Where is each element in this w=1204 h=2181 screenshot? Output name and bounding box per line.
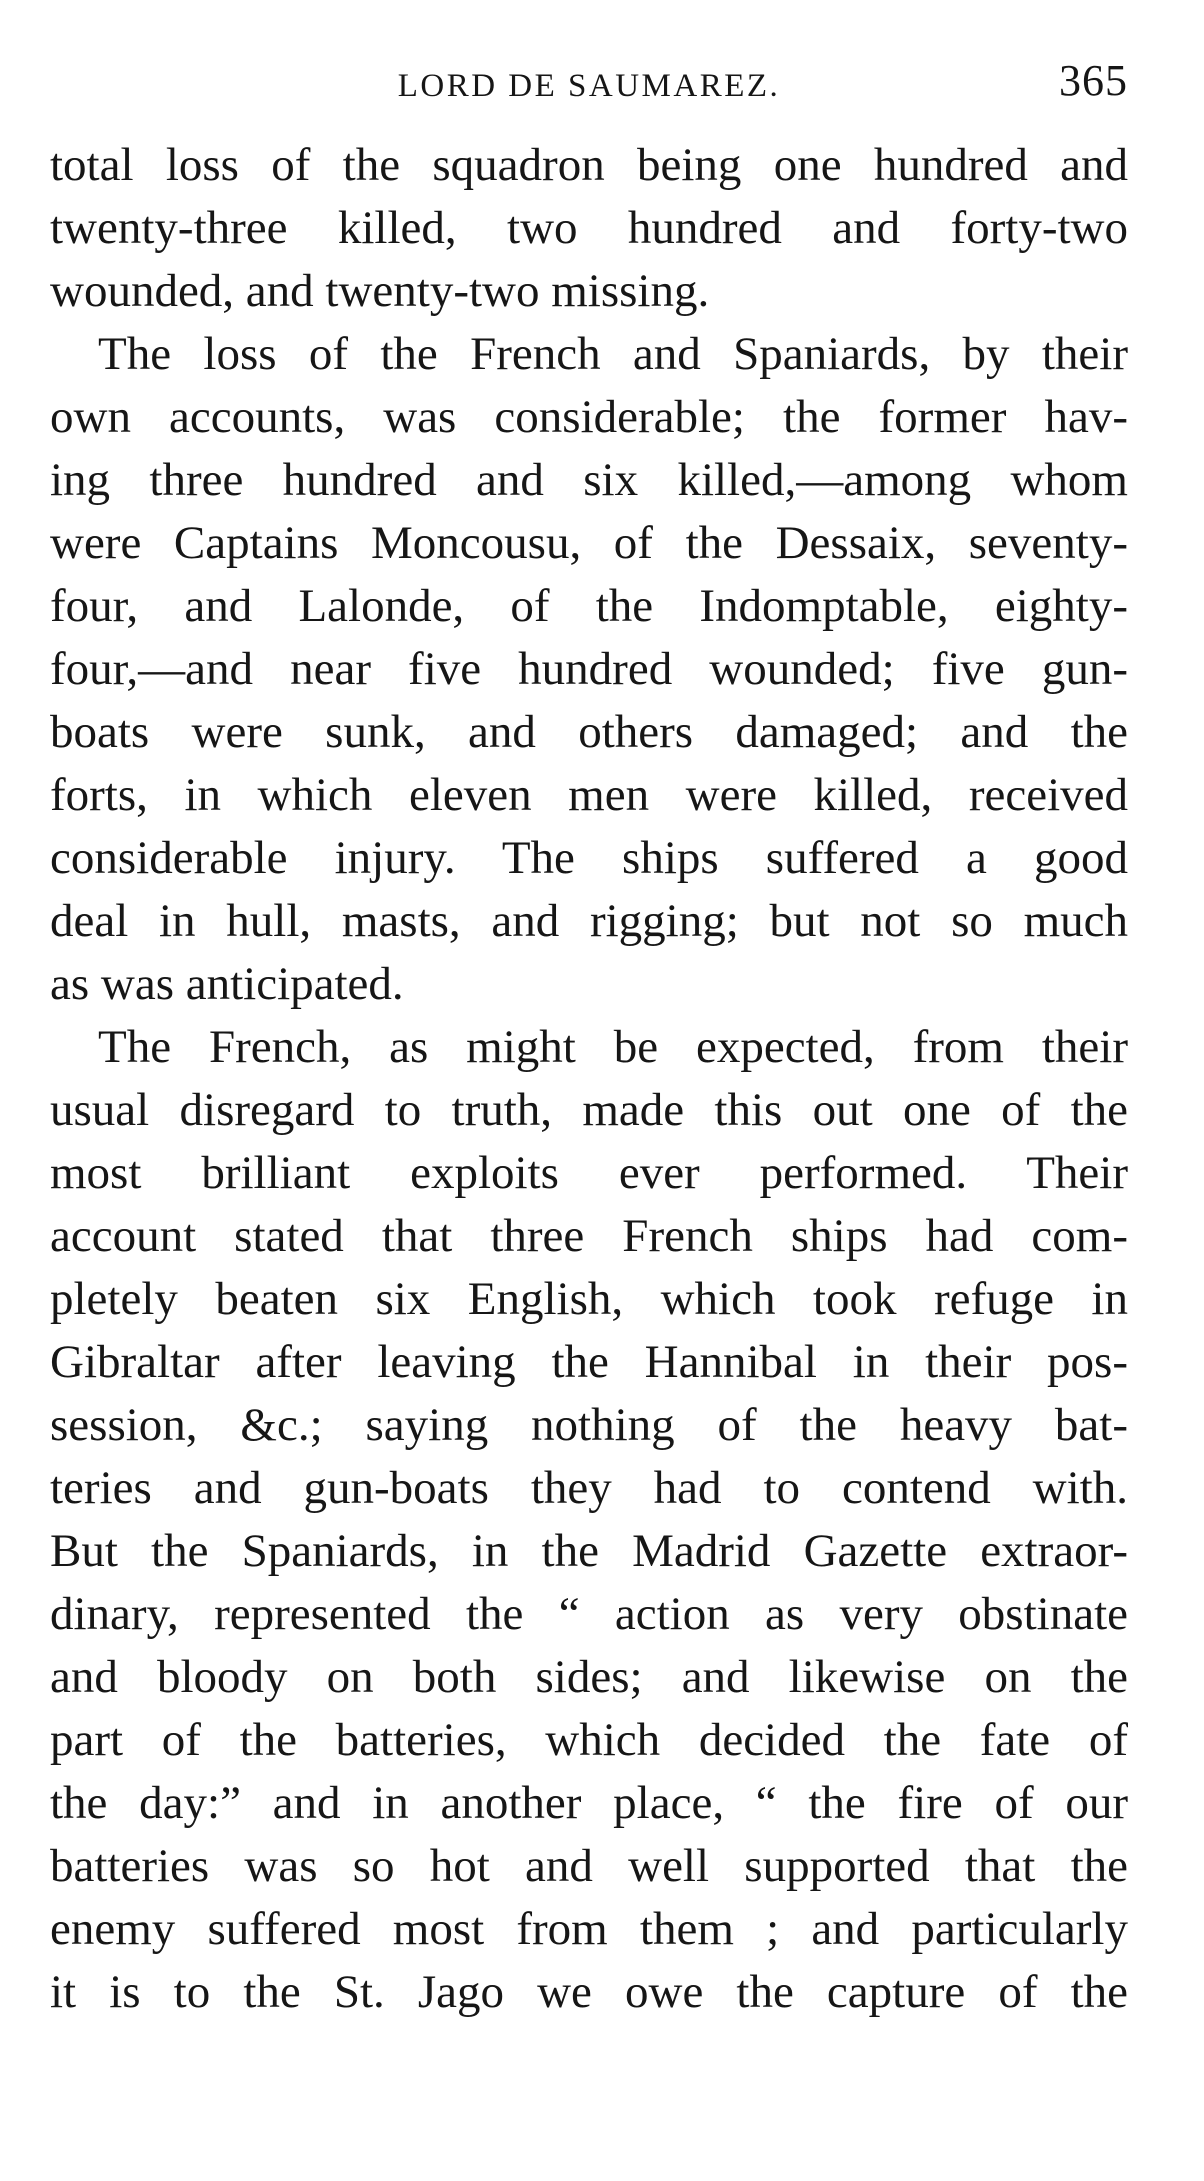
text-line: twenty-three killed, two hundred and forty-two <box>50 202 1128 254</box>
text-line: own accounts, was considerable; the former hav- <box>50 391 1128 443</box>
text-line: wounded, and twenty-two missing. <box>50 265 710 317</box>
text-line: pletely beaten six English, which took refuge in <box>50 1273 1128 1325</box>
text-line: dinary, represented the “ action as very obstinate <box>50 1588 1128 1640</box>
text-line: usual disregard to truth, made this out one of the <box>50 1084 1128 1136</box>
text-line: considerable injury. The ships suffered a good <box>50 832 1128 884</box>
text-line: But the Spaniards, in the Madrid Gazette extraor- <box>50 1525 1128 1577</box>
text-line: the day:” and in another place, “ the fire of our <box>50 1777 1128 1829</box>
text-line: total loss of the squadron being one hundred and <box>50 139 1128 191</box>
text-line: account stated that three French ships had com- <box>50 1210 1128 1262</box>
page-number: 365 <box>1059 56 1128 105</box>
text-line: deal in hull, masts, and rigging; but not so much <box>50 895 1128 947</box>
running-title: LORD DE SAUMAREZ. <box>397 68 781 104</box>
text-line: four,—and near five hundred wounded; five gun- <box>50 643 1128 695</box>
text-line: The loss of the French and Spaniards, by their <box>98 328 1128 380</box>
text-line: and bloody on both sides; and likewise on the <box>50 1651 1128 1703</box>
text-line: as was anticipated. <box>50 958 404 1010</box>
body-text <box>50 134 1128 2024</box>
text-line: ing three hundred and six killed,—among whom <box>50 454 1128 506</box>
text-line: it is to the St. Jago we owe the capture of the <box>50 1966 1128 2018</box>
text-line: teries and gun-boats they had to contend with. <box>50 1462 1128 1514</box>
text-line: part of the batteries, which decided the fate of <box>50 1714 1128 1766</box>
text-line: forts, in which eleven men were killed, received <box>50 769 1128 821</box>
running-head <box>50 56 1128 116</box>
text-line: session, &c.; saying nothing of the heavy bat- <box>50 1399 1128 1451</box>
text-line: The French, as might be expected, from their <box>98 1021 1128 1073</box>
text-line: Gibraltar after leaving the Hannibal in their pos- <box>50 1336 1128 1388</box>
text-line: were Captains Moncousu, of the Dessaix, seventy- <box>50 517 1128 569</box>
text-line: four, and Lalonde, of the Indomptable, eighty- <box>50 580 1128 632</box>
text-line: most brilliant exploits ever performed. Their <box>50 1147 1128 1199</box>
text-line: boats were sunk, and others damaged; and the <box>50 706 1128 758</box>
text-line: enemy suffered most from them ; and particularly <box>50 1903 1128 1955</box>
text-line: batteries was so hot and well supported that the <box>50 1840 1128 1892</box>
